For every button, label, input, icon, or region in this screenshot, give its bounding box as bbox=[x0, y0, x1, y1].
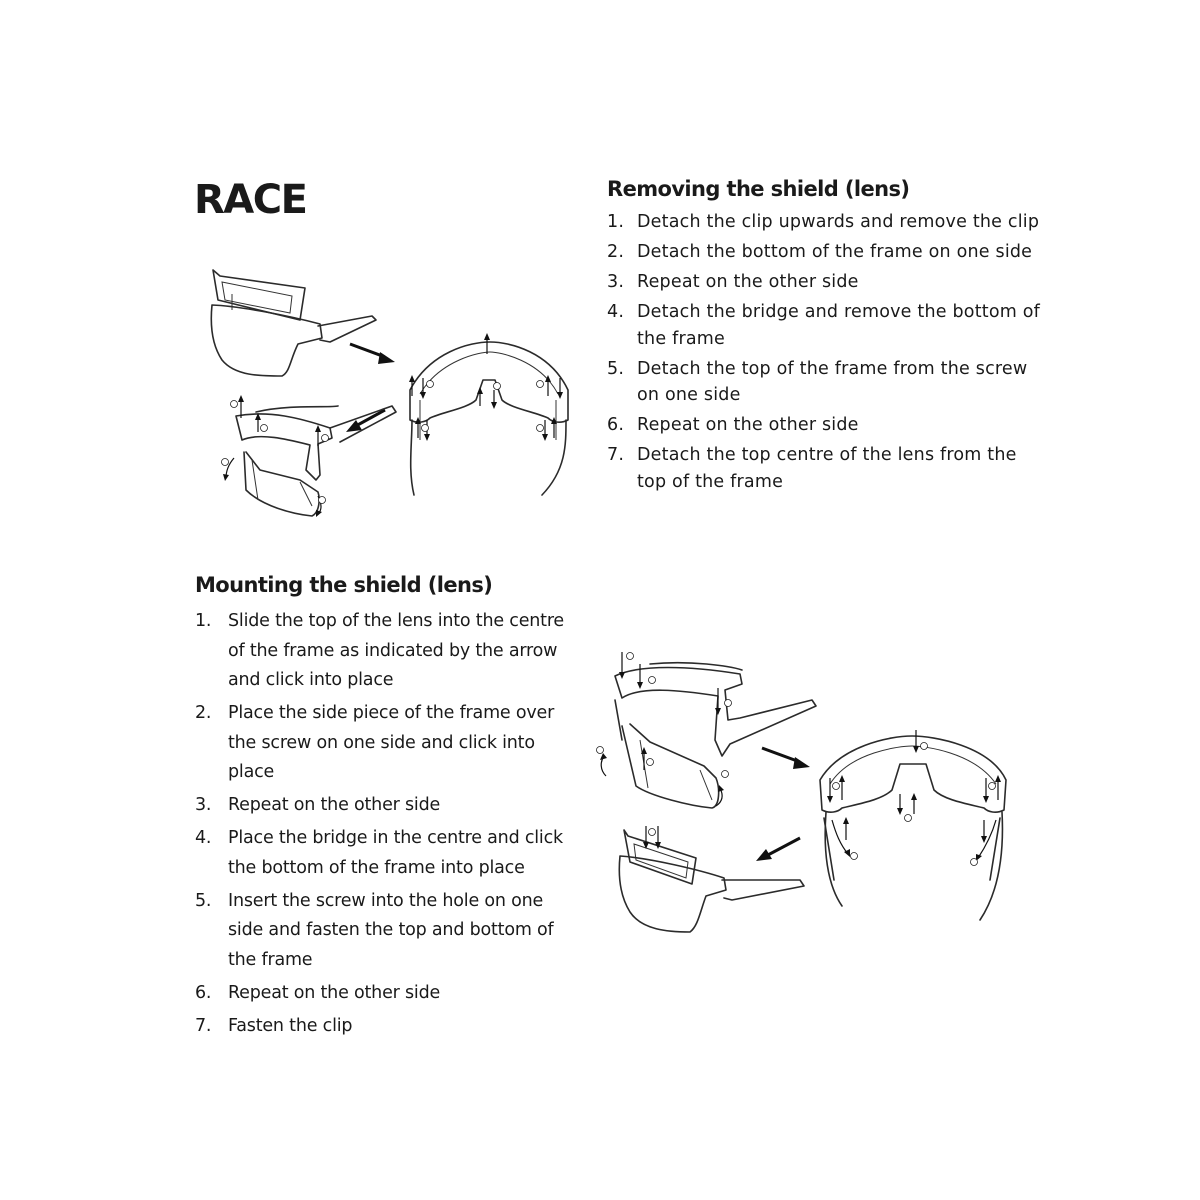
removing-steps-list bbox=[607, 209, 1047, 495]
list-item bbox=[607, 269, 1047, 296]
list-item bbox=[195, 1012, 575, 1042]
removing-illustration bbox=[200, 262, 590, 524]
step-number: 2. bbox=[607, 242, 625, 262]
mounting-steps-list bbox=[195, 607, 575, 1041]
glasses-with-clip-drawing bbox=[211, 270, 376, 376]
step-text: Slide the top of the lens into the centre of the frame as indicated by the arrow and click into place bbox=[228, 611, 564, 690]
detach-arrows bbox=[409, 333, 563, 441]
list-item bbox=[195, 699, 575, 788]
step-number: 7. bbox=[607, 445, 625, 465]
step-number: 4. bbox=[195, 828, 212, 848]
step-text: Fasten the clip bbox=[228, 1015, 353, 1036]
mounting-heading: Mounting the shield (lens) bbox=[195, 573, 493, 597]
step-number: 5. bbox=[607, 358, 625, 379]
mounting-section bbox=[195, 573, 575, 1045]
list-item bbox=[195, 979, 575, 1009]
frame-front-view-drawing bbox=[410, 342, 568, 495]
step-text: Detach the top centre of the lens from the top of the frame bbox=[637, 445, 1017, 492]
list-item bbox=[607, 356, 1047, 409]
step-text: Repeat on the other side bbox=[228, 795, 441, 815]
step-text: Detach the clip upwards and remove the clip bbox=[637, 212, 1040, 232]
step-text: Detach the top of the frame from the screw on one side bbox=[637, 358, 1028, 405]
step-number: 3. bbox=[195, 795, 212, 815]
list-item bbox=[195, 791, 575, 821]
mounting-arrow-top bbox=[762, 748, 810, 769]
removing-section bbox=[607, 177, 1047, 499]
step-number: 1. bbox=[607, 212, 625, 232]
removal-arrow-top bbox=[350, 344, 395, 364]
exploded-frame-drawing bbox=[615, 663, 816, 808]
step-number: 3. bbox=[607, 272, 625, 292]
step-text: Place the side piece of the frame over the screw on one side and click into place bbox=[228, 703, 555, 782]
list-item bbox=[607, 412, 1047, 439]
step-text: Detach the bridge and remove the bottom of the frame bbox=[637, 302, 1041, 349]
step-number: 5. bbox=[195, 890, 212, 911]
step-text: Repeat on the other side bbox=[228, 982, 441, 1003]
clip-arrows bbox=[643, 826, 661, 849]
mounting-arrow-bottom bbox=[756, 838, 800, 861]
list-item bbox=[195, 607, 575, 696]
step-number: 6. bbox=[195, 982, 212, 1003]
step-text: Insert the screw into the hole on one side and fasten the top and bottom of the frame bbox=[228, 890, 554, 970]
exploded-detach-arrows bbox=[222, 395, 329, 517]
list-item bbox=[195, 887, 575, 976]
step-number: 2. bbox=[195, 703, 212, 723]
removing-heading: Removing the shield (lens) bbox=[607, 177, 910, 201]
step-number: 1. bbox=[195, 611, 212, 631]
list-item bbox=[607, 239, 1047, 266]
page-title: RACE bbox=[194, 177, 307, 223]
mounting-illustration bbox=[590, 640, 1020, 940]
list-item bbox=[195, 824, 575, 883]
step-number: 4. bbox=[607, 302, 625, 322]
step-text: Repeat on the other side bbox=[637, 415, 859, 435]
list-item bbox=[607, 442, 1047, 495]
frame-front-view-drawing bbox=[820, 736, 1006, 920]
step-number: 6. bbox=[607, 415, 625, 435]
list-item bbox=[607, 209, 1047, 236]
exploded-frame-drawing bbox=[236, 406, 396, 516]
step-number: 7. bbox=[195, 1015, 212, 1036]
list-item bbox=[607, 299, 1047, 352]
step-text: Repeat on the other side bbox=[637, 272, 859, 292]
step-text: Place the bridge in the centre and click the bottom of the frame into place bbox=[228, 828, 563, 878]
step-text: Detach the bottom of the frame on one side bbox=[637, 242, 1033, 262]
